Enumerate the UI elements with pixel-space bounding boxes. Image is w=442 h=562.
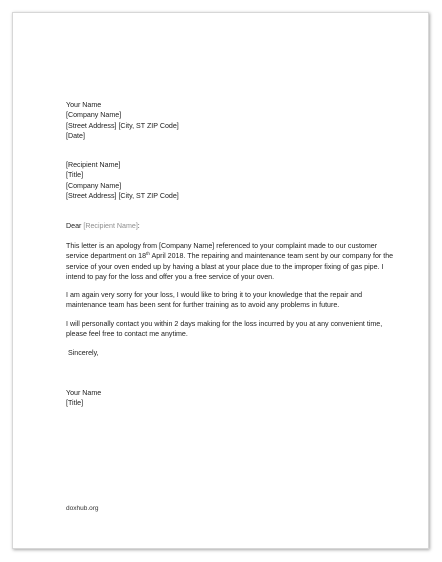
sender-name: Your Name xyxy=(66,101,102,109)
recipient-block xyxy=(66,160,179,202)
signature-name: Your Name xyxy=(66,389,102,397)
sender-company: [Company Name] xyxy=(66,111,122,120)
recipient-company: [Company Name] xyxy=(66,181,122,190)
letter-date: [Date] xyxy=(66,132,85,141)
recipient-title: [Title] xyxy=(66,171,84,180)
paragraph-1-text-b: April 2018. The repairing and maintenance team sent by our company for the service of your oven ended up by having a blast at your place due to the improper fixing of gas pipe. I intend to pay for the loss and offer you a free service of your oven. xyxy=(66,252,394,282)
recipient-address: [Street Address] [City, ST ZIP Code] xyxy=(66,192,179,201)
body-paragraph-2: I am again very sorry for your loss, I would like to bring it to your knowledge that the repair and maintenance team has been sent for further training as to avoid any problems in future. xyxy=(66,291,363,310)
footer-source: doxhub.org xyxy=(66,505,99,512)
closing: Sincerely, xyxy=(68,349,99,357)
recipient-name: [Recipient Name] xyxy=(66,161,121,169)
sender-address: [Street Address] [City, ST ZIP Code] xyxy=(66,121,179,130)
sender-block xyxy=(66,100,179,142)
signature-block xyxy=(66,388,101,409)
paragraph-1-text-a: This letter is an apology from [Company Name] referenced to your complaint made to our customer service department on 18 xyxy=(66,242,378,261)
letter-page xyxy=(12,12,429,549)
body-paragraph-1 xyxy=(66,241,396,283)
salutation xyxy=(66,221,140,231)
salutation-punctuation: : xyxy=(137,222,140,230)
body-paragraph-3: I will personally contact you within 2 days making for the loss incurred by you at any convenient time, please feel free to contact me anytime. xyxy=(66,320,383,339)
salutation-greeting: Dear xyxy=(66,222,82,230)
ordinal-suffix: th xyxy=(146,251,150,257)
signature-title: [Title] xyxy=(66,399,84,408)
salutation-recipient-name: [Recipient Name] xyxy=(83,222,138,230)
